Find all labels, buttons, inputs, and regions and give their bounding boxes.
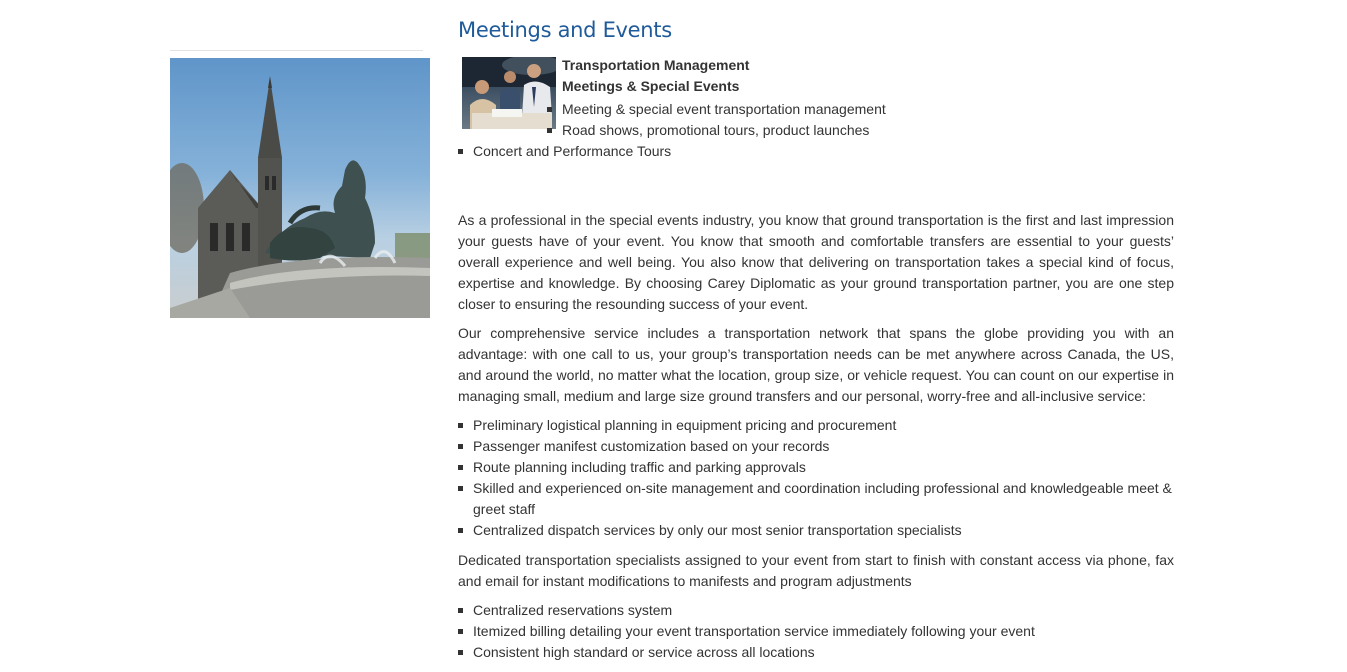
list-item: Preliminary logistical planning in equipment pricing and procurement <box>458 415 1174 436</box>
service-features-list <box>458 415 1174 541</box>
services-list-nested <box>547 99 886 141</box>
specialists-paragraph: Dedicated transportation specialists assigned to your event from start to finish with constant access via phone, fax and email for instant modifications to manifests and program adjustments <box>458 552 1174 589</box>
fountain-church-illustration <box>170 58 430 318</box>
list-item: Road shows, promotional tours, product launches <box>547 120 886 141</box>
list-item: Meeting & special event transportation management <box>547 99 886 120</box>
limousine-passengers-illustration <box>462 57 556 129</box>
main-content <box>458 15 1174 672</box>
list-item: Consistent high standard or service across all locations <box>458 642 1174 663</box>
list-item: Itemized billing detailing your event transportation service immediately following your event <box>458 621 1174 642</box>
list-item: Centralized reservations system <box>458 600 1174 621</box>
list-item: Route planning including traffic and parking approvals <box>458 457 1174 478</box>
intro-section <box>458 57 1174 210</box>
services-list <box>458 141 671 162</box>
page-title: Meetings and Events <box>458 18 672 42</box>
sidebar-photo <box>170 58 430 318</box>
meeting-photo <box>462 57 556 129</box>
sidebar <box>170 50 430 318</box>
subtitle-meetings-special-events: Meetings & Special Events <box>562 78 740 94</box>
subtitle-transportation-management: Transportation Management <box>562 57 750 73</box>
list-item: Concert and Performance Tours <box>458 141 671 162</box>
list-item: Skilled and experienced on-site management and coordination including professional and knowledgeable meet & greet staff <box>458 478 1174 520</box>
intro-paragraph: As a professional in the special events industry, you know that ground transportation is the first and last impression your guests have of your event. You know that smooth and comfortable transfers are essential to your guests’ overall experience and well being. You also know that delivering on transportation takes a special kind of focus, expertise and knowledge. By choosing Carey Diplomatic as your ground transportation partner, you are one step closer to ensuring the resounding success of your event. <box>458 212 1174 312</box>
list-item: Centralized dispatch services by only our most senior transportation specialists <box>458 520 1174 541</box>
sidebar-divider <box>170 50 423 51</box>
reservation-features-list <box>458 600 1174 663</box>
service-paragraph: Our comprehensive service includes a transportation network that spans the globe providing you with an advantage: with one call to us, your group’s transportation needs can be met anywhere across Canada, the US, and around the world, no matter what the location, group size, or vehicle request. You can count on our expertise in managing small, medium and large size ground transfers and our personal, worry-free and all-inclusive service: <box>458 325 1174 404</box>
list-item: Passenger manifest customization based on your records <box>458 436 1174 457</box>
